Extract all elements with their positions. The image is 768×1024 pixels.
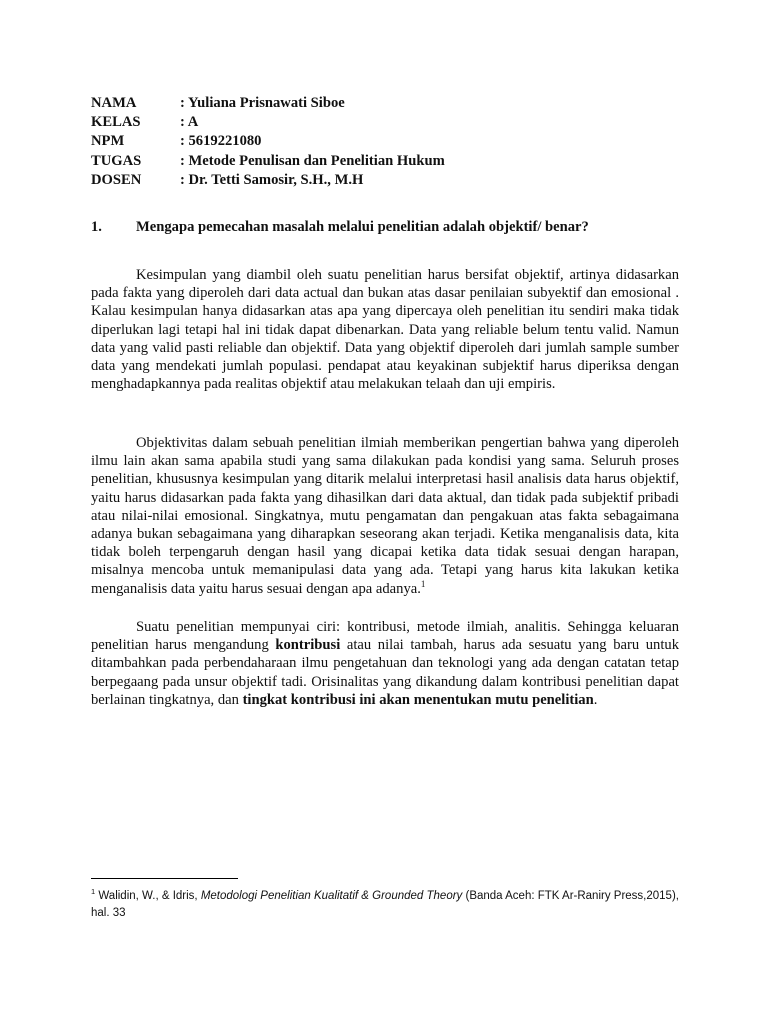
footnote-reference[interactable]: 1 — [420, 578, 426, 589]
identity-header — [91, 94, 445, 190]
header-value: : 5619221080 — [180, 133, 262, 150]
question-number: 1. — [91, 219, 102, 235]
paragraph-1-text: Kesimpulan yang diambil oleh suatu penelitian harus bersifat objektif, artinya didasarkan pada fakta yang diperoleh dari data actual dan bukan atas dasar penilaian subyektif dan emosional . Kalau kesimpulan hanya didasarkan atas apa yang dipercaya oleh penelitian itu sendiri maka tidak diperlukan lagi tetapi hal ini tidak dapat dibenarkan. Data yang reliable belum tentu valid. Namun data yang valid pasti reliable dan objektif. Data yang objektif diperoleh dari jumlah sample sumber data yang mendekati jumlah populasi. pendapat atau keyakinan subjektif harus diperiksa dengan menghadapkannya pada realitas objektif atau melakukan telaah dan uji empiris. — [91, 267, 679, 393]
footnote-marker: 1 — [91, 887, 96, 896]
paragraph-3 — [91, 618, 679, 709]
header-row-nama — [91, 94, 445, 113]
footnote-text-a: Walidin, W., & Idris, — [95, 889, 201, 902]
header-value: : Dr. Tetti Samosir, S.H., M.H — [180, 171, 364, 188]
header-label: NAMA — [91, 95, 137, 111]
question-text: Mengapa pemecahan masalah melalui penelitian adalah objektif/ benar? — [136, 219, 589, 235]
paragraph-3-text-c: atau nilai tambah, harus ada sesuatu yang baru untuk ditambahkan pada perbendaharaan ilmu pengetahuan dan teknologi yang ada dengan catatan tetap berpegaang pada unsur objektif tadi. Orisinalitas yang dikandung dalam kontribusi penelitian dapat berlainan tingkatnya, dan — [91, 637, 679, 708]
header-value: : Yuliana Prisnawati Siboe — [180, 95, 345, 111]
paragraph-1 — [91, 266, 679, 393]
paragraph-3-text-a: Suatu penelitian mempunyai ciri: kontribusi, metode ilmiah, analitis. Sehingga keluaran penelitian harus mengandung — [91, 619, 679, 654]
header-value: : A — [180, 114, 199, 131]
footnote-separator — [91, 878, 238, 879]
footnote — [91, 883, 691, 922]
footnote-book-title: Metodologi Penelitian Kualitatif & Grounded Theory — [200, 889, 463, 902]
paragraph-3-bold-conclusion: tingkat kontribusi ini akan menentukan mutu penelitian — [242, 691, 594, 708]
footnote-text-b: (Banda Aceh: FTK Ar-Raniry Press,2015), hal. 33 — [91, 889, 679, 919]
paragraph-3-text-e: . — [593, 691, 598, 708]
header-label: TUGAS — [91, 152, 142, 169]
paragraph-3-bold-kontribusi: kontribusi — [275, 637, 341, 654]
header-row-npm — [91, 132, 445, 151]
header-row-dosen — [91, 171, 445, 190]
question-heading — [91, 218, 681, 237]
header-label: DOSEN — [91, 171, 142, 188]
header-value: : Metode Penulisan dan Penelitian Hukum — [180, 152, 445, 169]
paragraph-2-text: Objektivitas dalam sebuah penelitian ilmiah memberikan pengertian bahwa yang diperoleh ilmu lain akan sama apabila studi yang sama dilakukan pada kondisi yang sama. Seluruh proses penelitian, khususnya kesimpulan yang ditarik melalui interpretasi hasil analisis data harus objektif, yaitu harus didasarkan pada fakta yang dihasilkan dari data aktual, dan tidak pada subjektif pribadi atau nilai-nilai emosional. Singkatnya, mutu pengamatan dan pengakuan atas fakta sebagaimana adanya bukan sebagaimana yang diharapkan seseorang akan terjadi. Ketika menganalisis data, kita tidak boleh terpengaruh dengan hasil yang dicapai ketika data tidak sesuai dengan harapan, misalnya mencoba untuk memanipulasi data yang ada. Tetapi yang harus kita lakukan ketika menganalisis data yaitu harus sesuai dengan apa adanya. — [91, 435, 679, 597]
header-label: KELAS — [91, 114, 141, 131]
header-row-kelas — [91, 113, 445, 132]
paragraph-2 — [91, 434, 679, 598]
header-label: NPM — [91, 133, 125, 150]
header-row-tugas — [91, 152, 445, 171]
